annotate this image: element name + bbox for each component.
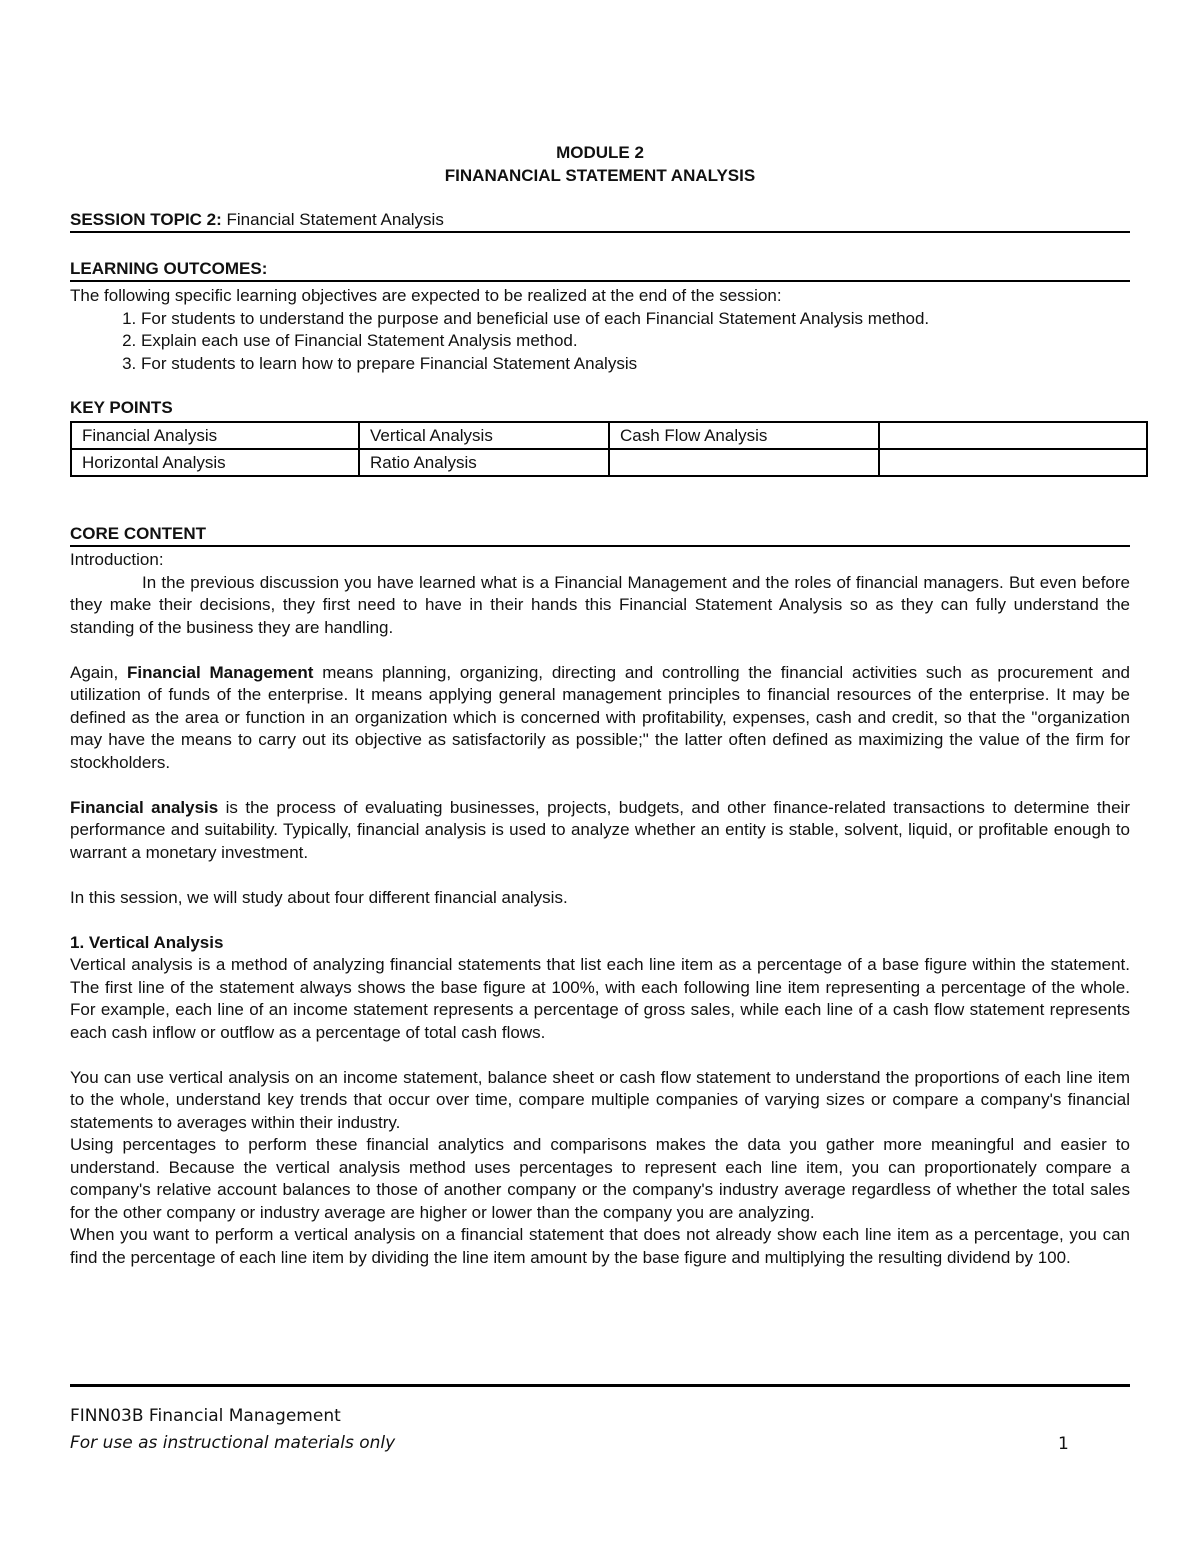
- learning-outcomes-heading: [70, 259, 1130, 282]
- para-text: means planning, organizing, directing and controlling the financial activities such as procurement and utilization of funds of the enterprise. It means applying general management principles to financial resources of the enterprise. It may be defined as the area or function in an organization which is concerned with profitability, expenses, cash and credit, so that the "organization may have the means to carry out its objective as satisfactorily as possible;" the latter often defined as maximizing the value of the firm for stockholders.: [70, 662, 1130, 772]
- table-cell: Horizontal Analysis: [71, 449, 359, 476]
- core-content-body: [70, 549, 1130, 1269]
- table-cell: [879, 449, 1147, 476]
- core-content-title: CORE CONTENT: [70, 524, 206, 543]
- footer-course: FINN03B Financial Management: [70, 1406, 341, 1426]
- table-cell: [609, 449, 879, 476]
- vertical-analysis-paragraph: When you want to perform a vertical analysis on a financial statement that does not already show each line item as a percentage, you can find the percentage of each line item by dividing the line item amount by the base figure and multiplying the resulting dividend by 100.: [70, 1225, 1130, 1267]
- learning-outcomes-intro: The following specific learning objectives are expected to be realized at the end of the session:: [70, 286, 782, 305]
- learning-outcomes-title: LEARNING OUTCOMES:: [70, 259, 268, 278]
- learning-outcome-item: 2. Explain each use of Financial Statement Analysis method.: [141, 330, 1130, 353]
- introduction-label: Introduction:: [70, 550, 164, 569]
- session-overview-paragraph: In this session, we will study about four different financial analysis.: [70, 887, 568, 907]
- vertical-analysis-paragraph: Vertical analysis is a method of analyzing financial statements that list each line item as a percentage of a base figure within the statement. The first line of the statement always shows the base figure at 100%, with each following line item representing a percentage of the whole. For example, each line of an income statement represents a percentage of gross sales, while each line of a cash flow statement represents each cash inflow or outflow as a percentage of total cash flows.: [70, 955, 1130, 1042]
- learning-outcome-item: 3. For students to learn how to prepare Financial Statement Analysis: [141, 353, 1130, 376]
- vertical-analysis-paragraph: You can use vertical analysis on an income statement, balance sheet or cash flow statement to understand the proportions of each line item to the whole, understand key trends that occur over time, compare multiple companies of varying sizes or compare a company's financial statements to averages within their industry.: [70, 1067, 1130, 1132]
- session-topic: [70, 210, 1130, 233]
- table-cell: [879, 422, 1147, 449]
- module-label: MODULE 2: [556, 143, 644, 162]
- para-bold-term: Financial Management: [127, 662, 314, 682]
- core-content-heading: [70, 524, 1130, 547]
- table-cell: Financial Analysis: [71, 422, 359, 449]
- financial-analysis-paragraph: [70, 797, 1130, 865]
- table-cell: Ratio Analysis: [359, 449, 609, 476]
- learning-outcome-item: 1. For students to understand the purpose and beneficial use of each Financial Statement Analysis method.: [141, 308, 1130, 331]
- page-number: 1: [1058, 1434, 1069, 1454]
- table-row: [71, 449, 1147, 476]
- document-title: FINANANCIAL STATEMENT ANALYSIS: [444, 166, 756, 185]
- para-bold-term: Financial analysis: [70, 797, 219, 817]
- introduction-paragraph: In the previous discussion you have learned what is a Financial Management and the roles of financial managers. But even before they make their decisions, they first need to have in their hands this Financial Statement Analysis so as they can fully understand the standing of the business they are handling.: [70, 572, 1130, 637]
- vertical-analysis-paragraph: Using percentages to perform these financial analytics and comparisons makes the data you gather more meaningful and easier to understand. Because the vertical analysis method uses percentages to represent each line item, you can proportionately compare a company's relative account balances to those of another company or the company's industry average regardless of whether the total sales for the other company or industry average are higher or lower than the company you are analyzing.: [70, 1135, 1130, 1222]
- key-points-title: KEY POINTS: [70, 398, 173, 417]
- session-topic-value: Financial Statement Analysis: [221, 210, 444, 229]
- para-text: is the process of evaluating businesses, projects, budgets, and other finance-related transactions to determine their performance and suitability. Typically, financial analysis is used to analyze whether an entity is stable, solvent, liquid, or profitable enough to warrant a monetary investment.: [70, 797, 1130, 862]
- footer-divider: [70, 1384, 1130, 1387]
- table-row: [71, 422, 1147, 449]
- learning-outcomes-body: [70, 285, 1130, 375]
- table-cell: Cash Flow Analysis: [609, 422, 879, 449]
- vertical-analysis-heading: [70, 932, 1130, 955]
- learning-outcomes-list: [70, 308, 1130, 376]
- session-topic-label: SESSION TOPIC 2:: [70, 210, 222, 229]
- table-cell: Vertical Analysis: [359, 422, 609, 449]
- vertical-analysis-title: 1. Vertical Analysis: [70, 932, 224, 952]
- key-points-heading: [70, 398, 1130, 419]
- footer-note: For use as instructional materials only: [70, 1433, 396, 1453]
- financial-management-paragraph: [70, 662, 1130, 775]
- para-text: Again,: [70, 662, 128, 682]
- key-points-table: [70, 421, 1148, 477]
